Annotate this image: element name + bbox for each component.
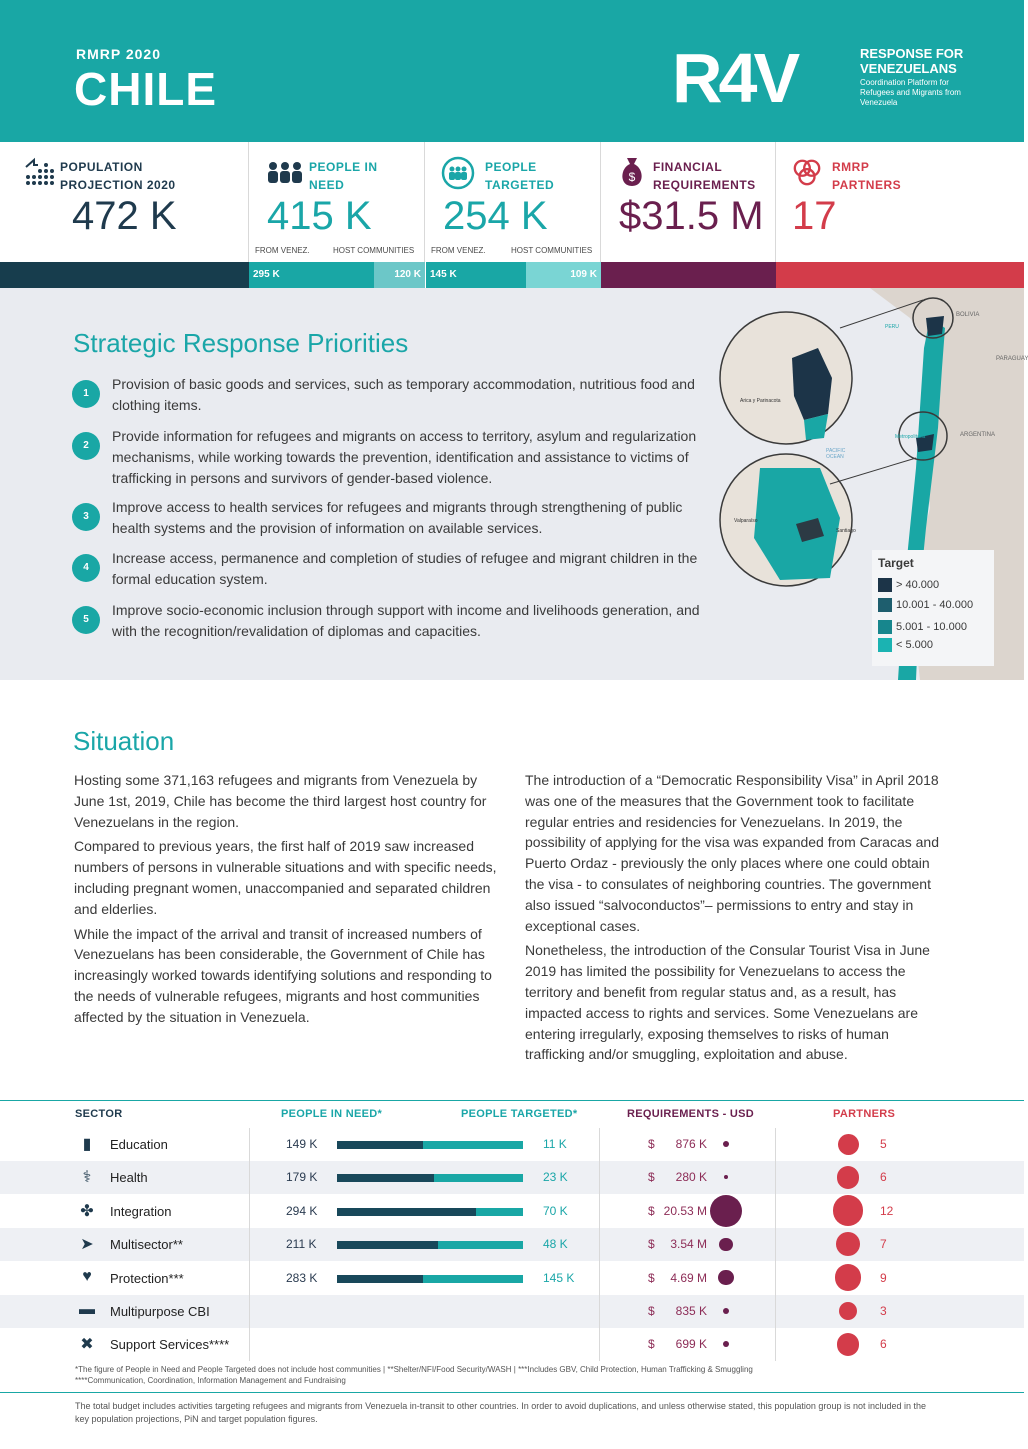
financial-label: FINANCIAL REQUIREMENTS — [653, 160, 756, 192]
protection-icon: ♥ — [82, 1267, 92, 1285]
integration-icon: ✤ — [80, 1202, 94, 1220]
partners-count: 3 — [880, 1304, 887, 1318]
table-divider — [249, 1128, 250, 1361]
footer-rule — [0, 1392, 1024, 1393]
pt-value: 70 K — [543, 1203, 568, 1218]
table-divider — [775, 1128, 776, 1361]
footnote-line-2: ****Communication, Coordination, Information Management and Fundraising — [75, 1376, 346, 1385]
legend-swatch — [878, 620, 892, 634]
partners-dot — [836, 1232, 860, 1256]
footnote-line-1: *The figure of People in Need and People Targeted does not include host communities | **Shelter/NFI/Food Security/WASH | ***Includes GBV, Child Protection, Human Trafficking & Smuggling — [75, 1365, 753, 1374]
legend-item — [878, 598, 973, 612]
requirement-value: 835 K — [675, 1304, 707, 1318]
population-value: 472 K — [72, 194, 177, 238]
priority-text: Provision of basic goods and services, such as temporary accommodation, nutritious food and clothing items. — [112, 376, 695, 413]
legend-item — [878, 638, 933, 652]
pt-value: 145 K — [543, 1270, 575, 1285]
health-icon: ⚕ — [82, 1169, 92, 1187]
table-row — [0, 1161, 1024, 1194]
table-row — [0, 1295, 1024, 1328]
legend-title: Target — [878, 556, 914, 570]
priority-number: 3 — [72, 503, 100, 531]
currency-symbol: $ — [648, 1270, 655, 1285]
priority-text: Provide information for refugees and migrants on access to territory, asylum and regularization mechanisms, while working towards the prevention, identification and assistance to victims of trafficking in persons and survivors of gender-based violence. — [112, 428, 697, 486]
situation-paragraph: While the impact of the arrival and transit of increased numbers of Venezuelans has been considerable, the Government of Chile has increasingly worked towards identifying solutions and responding to the needs of vulnerable refugees, migrants and host communities affected by the situation in Venezuela. — [74, 925, 492, 1025]
legend-swatch — [878, 638, 892, 652]
pin-host-label: HOST COMMUNITIES — [333, 246, 415, 255]
table-row — [0, 1128, 1024, 1161]
priority-item — [72, 548, 702, 592]
legend-swatch — [878, 578, 892, 592]
requirement-value: 876 K — [675, 1137, 707, 1151]
priority-number: 4 — [72, 554, 100, 582]
pt-value: 11 K — [543, 1137, 567, 1151]
partners-bar — [776, 262, 1024, 288]
population-label: POPULATION PROJECTION 2020 — [60, 160, 176, 192]
legend-item — [878, 620, 967, 634]
requirement-dot — [723, 1141, 730, 1148]
partners-dot — [839, 1302, 857, 1320]
map-label-paraguay: PARAGUAY — [996, 356, 1028, 362]
priority-number: 2 — [72, 432, 100, 460]
pin-value: 283 K — [286, 1270, 318, 1285]
population-icon — [24, 156, 54, 188]
legend-item — [878, 578, 939, 592]
table-divider — [599, 1128, 600, 1361]
currency-symbol: $ — [648, 1203, 655, 1218]
situation-col-1 — [74, 770, 500, 1032]
legend-label: 10.001 - 40.000 — [896, 598, 974, 611]
partners-count: 6 — [880, 1337, 887, 1352]
map-label-valparaiso: Valparaíso — [734, 518, 758, 524]
stat-partners — [776, 142, 1024, 262]
table-row — [0, 1228, 1024, 1261]
cash-icon: ▬ — [79, 1301, 95, 1318]
targeted-label: PEOPLE TARGETED — [485, 160, 555, 192]
currency-symbol: $ — [648, 1137, 655, 1151]
sector-name: Health — [110, 1170, 148, 1186]
partners-count: 7 — [880, 1237, 887, 1252]
book-icon: ▮ — [82, 1136, 92, 1153]
legend-label: 5.001 - 10.000 — [896, 620, 967, 633]
col-header-requirements: REQUIREMENTS - USD — [627, 1108, 755, 1120]
col-header-pin: PEOPLE IN NEED* — [281, 1108, 383, 1120]
currency-symbol: $ — [648, 1337, 655, 1352]
targeted-split-bar — [426, 262, 601, 288]
col-header-sector: SECTOR — [75, 1108, 123, 1120]
priority-item — [72, 497, 702, 541]
priority-item — [72, 426, 702, 490]
pin-host-value: 120 K — [394, 269, 421, 280]
legend-label: > 40.000 — [896, 578, 940, 591]
stat-people-targeted — [425, 142, 601, 262]
pin-label: PEOPLE IN NEED — [309, 160, 378, 192]
r4v-logo: R4V — [672, 39, 797, 117]
priority-text: Increase access, permanence and completion of studies of refugee and migrant children in the formal education system. — [112, 550, 698, 587]
header-banner — [0, 0, 1024, 142]
table-row — [0, 1195, 1024, 1228]
sector-name: Support Services**** — [110, 1337, 230, 1353]
pin-not-targeted-bar — [337, 1241, 438, 1249]
pin-not-targeted-bar — [337, 1275, 423, 1283]
legend-swatch — [878, 598, 892, 612]
pin-split-bar — [249, 262, 425, 288]
map-label-santiago: Santiago — [836, 528, 856, 534]
map-legend — [872, 550, 994, 666]
partners-dot — [837, 1166, 859, 1188]
targeted-from-label: FROM VENEZ. — [431, 246, 486, 255]
sector-name: Integration — [110, 1203, 172, 1219]
pt-value: 48 K — [543, 1237, 568, 1252]
pin-value: 149 K — [286, 1137, 318, 1151]
targeted-value: 254 K — [443, 194, 548, 238]
priority-text: Improve socio-economic inclusion through support with income and livelihoods generation, and with the recognition/revalidation of diplomas and capacities. — [112, 602, 700, 639]
partners-icon — [792, 156, 822, 188]
priority-item — [72, 374, 702, 418]
requirement-value: 280 K — [675, 1170, 707, 1185]
partners-dot — [837, 1333, 859, 1355]
stat-population — [0, 142, 249, 262]
priority-item — [72, 600, 702, 644]
requirement-dot — [710, 1195, 742, 1227]
targeted-host-value: 109 K — [570, 269, 597, 280]
map-label-bolivia: BOLIVIA — [956, 312, 980, 318]
col-header-pt: PEOPLE TARGETED* — [461, 1108, 578, 1120]
stat-people-in-need — [249, 142, 425, 262]
map-label-pacific: PACIFIC OCEAN — [826, 448, 846, 460]
money-bag-icon — [617, 156, 647, 188]
table-row — [0, 1262, 1024, 1295]
situation-paragraph: Compared to previous years, the first half of 2019 saw increased numbers of persons in vulnerable situations and with specific needs, including pregnant women, unaccompanied and separated children and elderlies. — [74, 838, 497, 917]
requirement-value: 699 K — [675, 1337, 707, 1352]
legend-label: < 5.000 — [896, 638, 934, 651]
sector-name: Multipurpose CBI — [110, 1304, 210, 1319]
map-label-arica: Arica y Parinacota — [740, 398, 781, 404]
arica-region — [926, 316, 944, 336]
financial-value: $31.5 M — [619, 194, 764, 238]
partners-dot — [838, 1134, 859, 1155]
table-row — [0, 1328, 1024, 1361]
pin-from-value: 295 K — [253, 269, 280, 280]
priority-text: Improve access to health services for refugees and migrants through strengthening of public health systems and the provision of information on available services. — [112, 499, 683, 536]
requirement-dot — [723, 1341, 729, 1347]
partners-count: 5 — [880, 1137, 887, 1151]
inset-north — [720, 312, 852, 444]
plan-subtitle: RMRP 2020 — [76, 46, 162, 62]
situation-title: Situation — [73, 726, 175, 756]
pin-not-targeted-bar — [337, 1141, 423, 1149]
logo-subtitle: Coordination Platform for Refugees and Migrants from Venezuela — [860, 78, 961, 107]
logo-title: RESPONSE FOR VENEZUELANS — [860, 46, 964, 76]
pin-value: 211 K — [286, 1237, 317, 1252]
situation-paragraph: Hosting some 371,163 refugees and migrants from Venezuela by June 1st, 2019, Chile has become the third largest host country for Venezuelans in the region. — [74, 772, 487, 830]
pin-value: 179 K — [286, 1170, 318, 1185]
sector-name: Protection*** — [110, 1270, 184, 1286]
partners-count: 6 — [880, 1170, 887, 1185]
priority-number: 5 — [72, 606, 100, 634]
currency-symbol: $ — [648, 1170, 655, 1185]
map-label-peru: PERU — [885, 324, 899, 330]
priorities-title: Strategic Response Priorities — [73, 328, 409, 358]
currency-symbol: $ — [648, 1304, 655, 1318]
map-label-metropolitana: Metropolitana — [895, 434, 926, 440]
map-label-argentina: ARGENTINA — [960, 432, 996, 438]
partners-count: 12 — [880, 1203, 894, 1218]
pin-not-targeted-bar — [337, 1208, 476, 1216]
svg-text:$: $ — [628, 170, 636, 184]
requirement-dot — [718, 1270, 733, 1285]
situation-col-2 — [525, 770, 949, 1069]
people-icon — [265, 156, 305, 188]
table-top-rule — [0, 1100, 1024, 1101]
support-icon: ✖ — [80, 1336, 94, 1354]
priority-number: 1 — [72, 380, 100, 408]
pin-value: 415 K — [267, 194, 372, 238]
partners-count: 9 — [880, 1270, 887, 1285]
sector-name: Education — [110, 1137, 168, 1152]
situation-paragraph: The introduction of a “Democratic Responsibility Visa” in April 2018 was one of the measures that the Government took to facilitate regular entries and residencies for Venezuelans. In 2019, the possibility of applying for the visa was expanded from Caracas and Puerto Ordaz - previously the only places where one could obtain the visa - to consulates of neighboring countries. The government also issued “salvoconductos”– permissions to entry and stay in exceptional cases. — [525, 772, 939, 934]
partners-label: RMRP PARTNERS — [832, 160, 902, 192]
pt-value: 23 K — [543, 1170, 568, 1185]
stat-financial — [601, 142, 776, 262]
requirement-dot — [723, 1308, 729, 1314]
financial-bar — [601, 262, 776, 288]
requirement-dot — [719, 1238, 732, 1251]
pin-from-label: FROM VENEZ. — [255, 246, 310, 255]
requirement-value: 4.69 M — [670, 1270, 707, 1285]
requirement-value: 3.54 M — [670, 1237, 707, 1252]
partners-dot — [833, 1195, 864, 1226]
strategic-section — [0, 288, 1028, 680]
sector-name: Multisector** — [110, 1237, 183, 1253]
targeted-host-label: HOST COMMUNITIES — [511, 246, 593, 255]
population-bar — [0, 262, 249, 288]
requirement-value: 20.53 M — [663, 1203, 707, 1218]
targeted-from-value: 145 K — [430, 269, 457, 280]
col-header-partners: PARTNERS — [833, 1108, 896, 1120]
target-people-icon — [441, 156, 475, 190]
budget-note: The total budget includes activities targeting refugees and migrants from Venezuela in-transit to other countries. In order to avoid duplications, and unless otherwise stated, this population group is not included in the key population projections, PiN and target population figures. — [75, 1401, 927, 1424]
partners-dot — [835, 1264, 862, 1291]
pin-not-targeted-bar — [337, 1174, 434, 1182]
country-title: CHILE — [74, 63, 217, 115]
partners-value: 17 — [792, 194, 837, 238]
multisector-icon: ➤ — [80, 1236, 94, 1254]
requirement-dot — [724, 1175, 728, 1179]
currency-symbol: $ — [648, 1237, 655, 1252]
pin-value: 294 K — [286, 1203, 318, 1218]
situation-paragraph: Nonetheless, the introduction of the Consular Tourist Visa in June 2019 has limited the possibility for Venezuelans to access the territory and benefit from regular status and, as a result, has impacted access to rights and services. Some Venezuelans are entering irregularly, exposing themselves to risks of human trafficking and/or smuggling, exploitation and abuse. — [525, 942, 930, 1063]
